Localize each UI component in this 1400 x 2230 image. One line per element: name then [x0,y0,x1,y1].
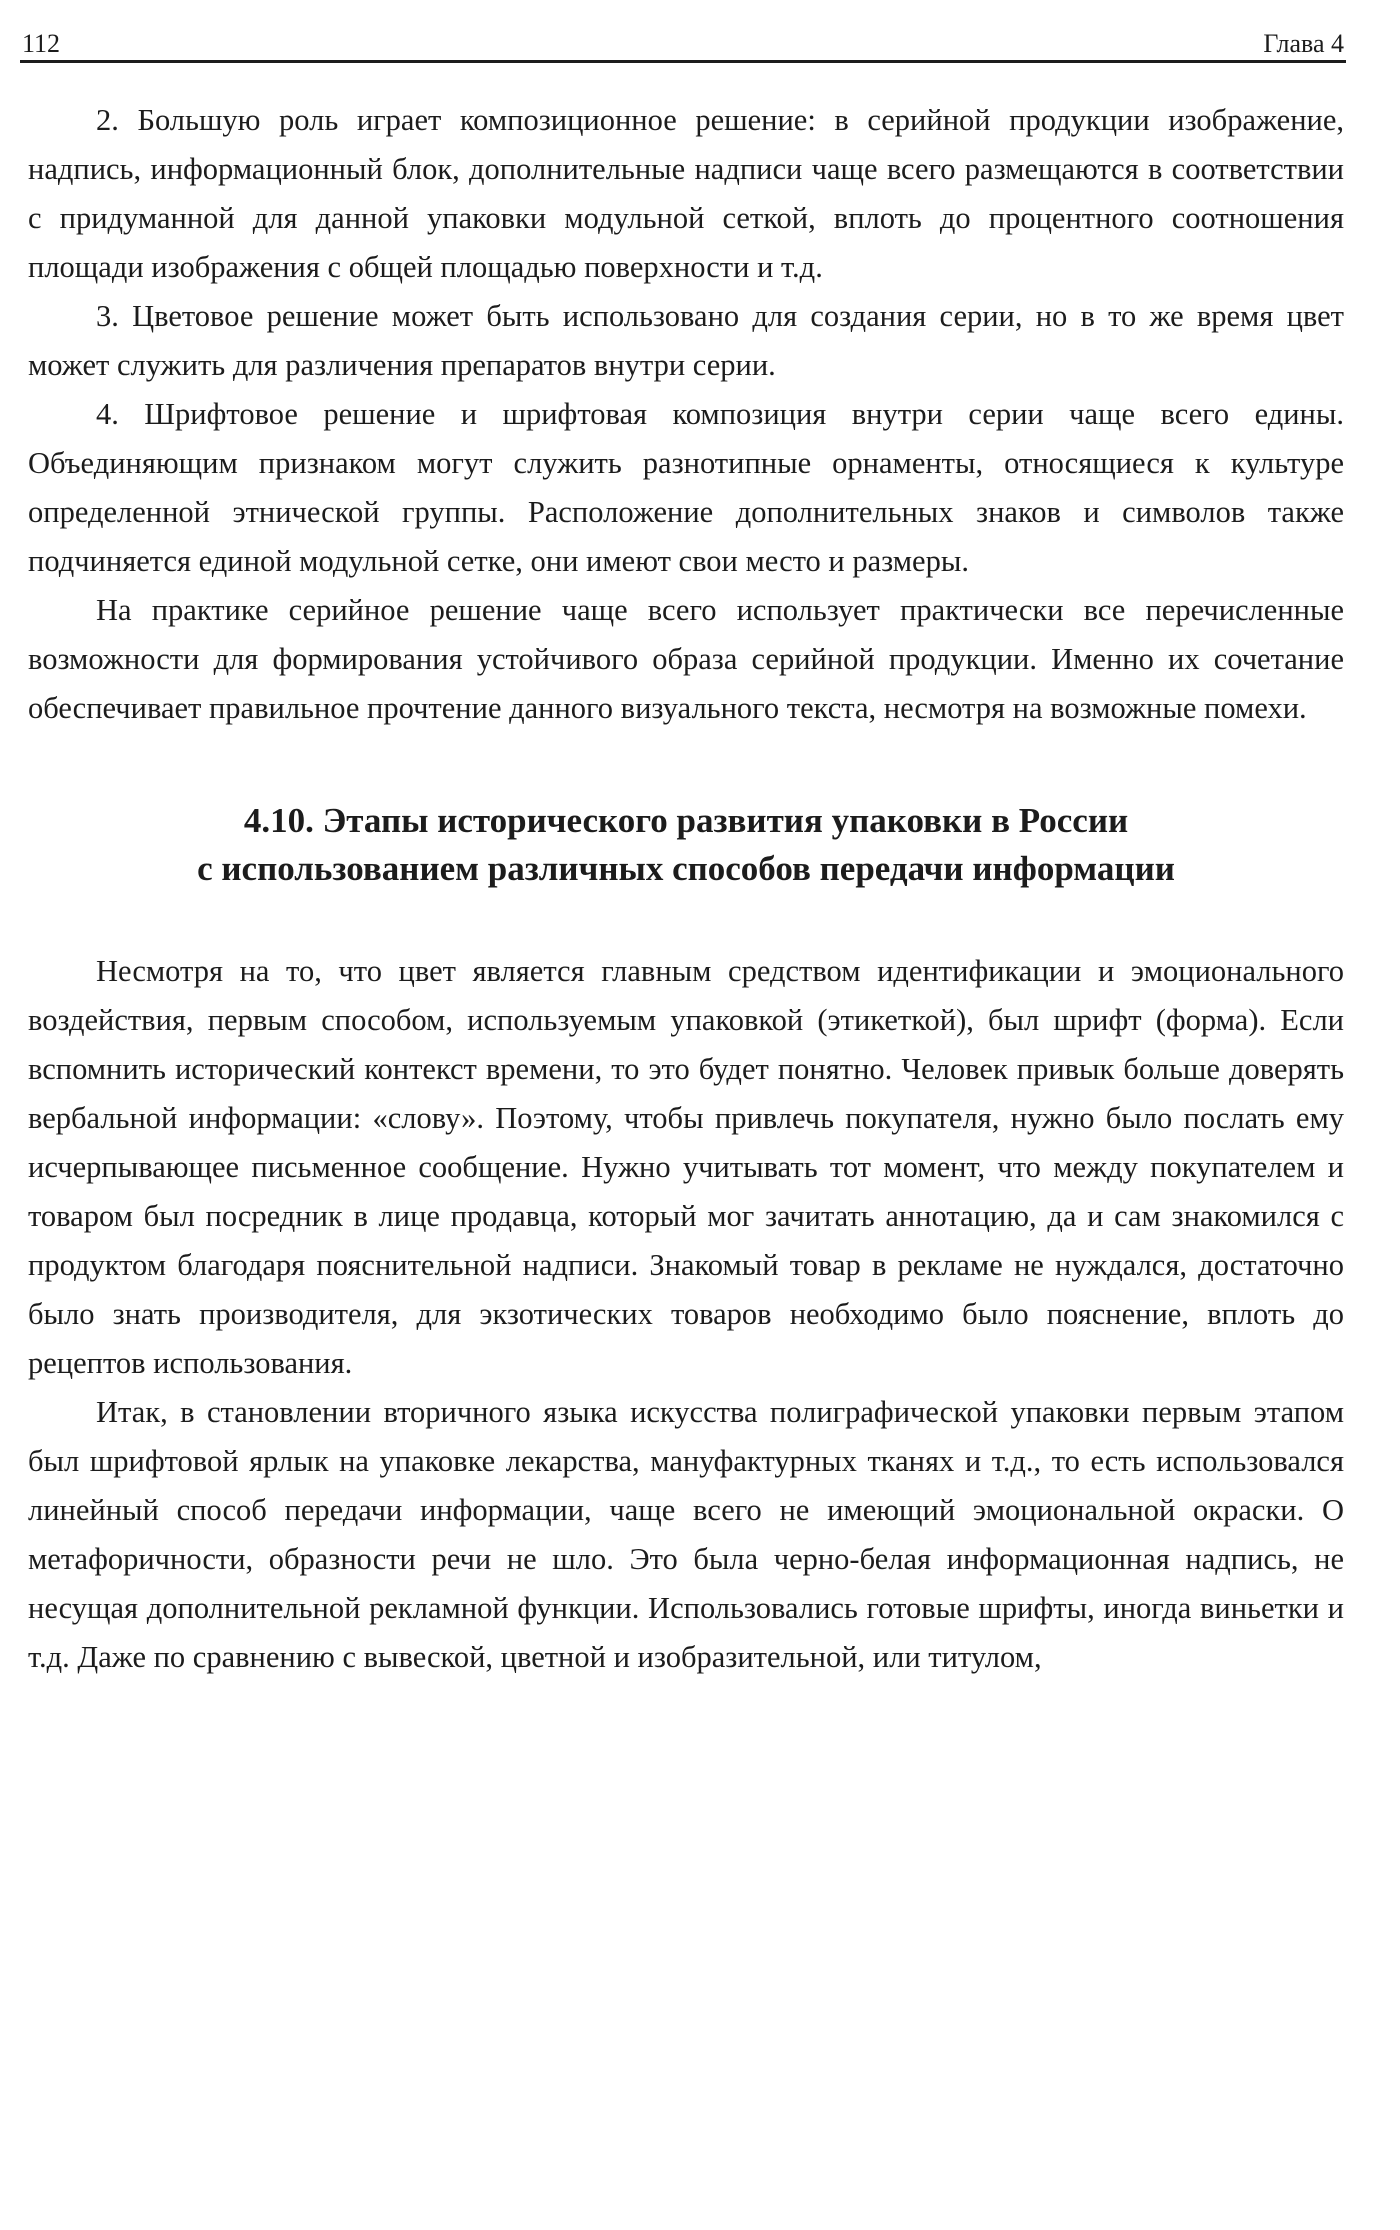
page-body [28,96,1344,1682]
running-head [22,18,1344,62]
header-rule [20,60,1346,63]
paragraph: 2. Большую роль играет композиционное решение: в серийной продукции изображение, надпись, информационный блок, дополнительные надписи чаще всего размещаются в соответствии с придуманной для данной упаковки модульной сеткой, вплоть до процентного соотношения площади изображения с общей площадью поверхности и т.д. [28,103,1344,284]
paragraph: 4. Шрифтовое решение и шрифтовая композиция внутри серии чаще всего едины. Объединяющим признаком могут служить разнотипные орнаменты, относящиеся к культуре определенной этнической группы. Расположение дополнительных знаков и символов также подчиняется единой модульной сетке, они имеют свои место и размеры. [28,397,1344,578]
section-heading-line: 4.10. Этапы исторического развития упаковки в России [243,801,1129,840]
paragraph: 3. Цветовое решение может быть использовано для создания серии, но в то же время цвет может служить для различения препаратов внутри серии. [28,299,1344,382]
section-heading [28,797,1344,893]
page-number: 112 [22,29,61,58]
paragraph: На практике серийное решение чаще всего использует практически все перечисленные возможности для формирования устойчивого образа серийной продукции. Именно их сочетание обеспечивает правильное прочтение данного визуального текста, несмотря на возможные помехи. [28,593,1344,725]
chapter-title: Глава 4 [1263,29,1344,58]
section-heading-line: с использованием различных способов передачи информации [197,849,1175,888]
paragraph: Несмотря на то, что цвет является главным средством идентификации и эмоционального воздействия, первым способом, используемым упаковкой (этикеткой), был шрифт (форма). Если вспомнить исторический контекст времени, то это будет понятно. Человек привык больше доверять вербальной информации: «слову». Поэтому, чтобы привлечь покупателя, нужно было послать ему исчерпывающее письменное сообщение. Нужно учитывать тот момент, что между покупателем и товаром был посредник в лице продавца, который мог зачитать аннотацию, да и сам знакомился с продуктом благодаря пояснительной надписи. Знакомый товар в рекламе не нуждался, достаточно было знать производителя, для экзотических товаров необходимо было пояснение, вплоть до рецептов использования. [28,954,1344,1380]
paragraph: Итак, в становлении вторичного языка искусства полиграфической упаковки первым этапом был шрифтовой ярлык на упаковке лекарства, мануфактурных тканях и т.д., то есть использовался линейный способ передачи информации, чаще всего не имеющий эмоциональной окраски. О метафоричности, образности речи не шло. Это была черно-белая информационная надпись, не несущая дополнительной рекламной функции. Использовались готовые шрифты, иногда виньетки и т.д. Даже по сравнению с вывеской, цветной и изобразительной, или титулом, [28,1395,1344,1674]
